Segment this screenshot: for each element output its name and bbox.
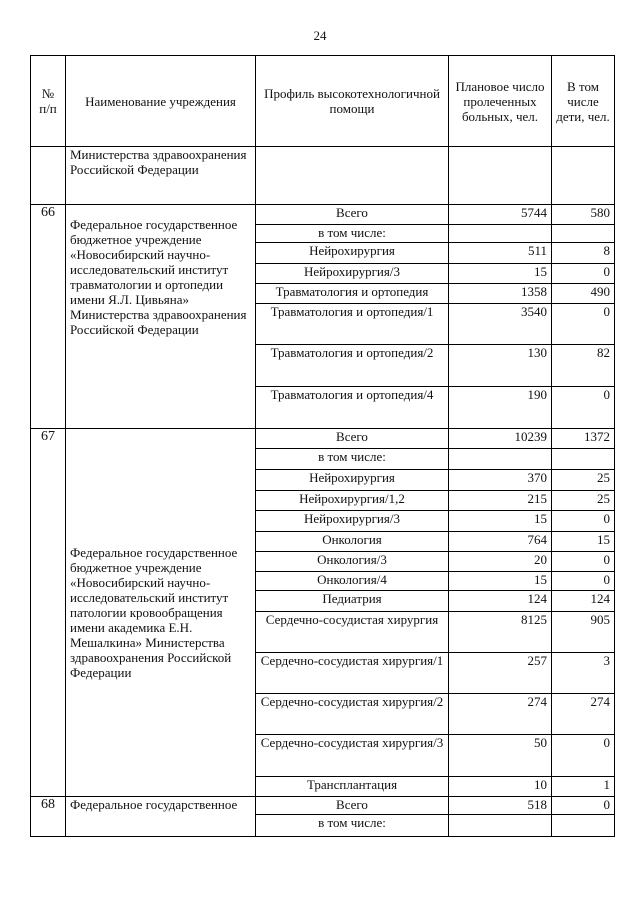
profile-cell: Травматология и ортопедия/4 [256,387,449,429]
profile-cell: в том числе: [256,815,449,837]
header-children: В том числе дети, чел. [552,56,615,147]
profile-cell: Трансплантация [256,777,449,797]
profile-cell: Сердечно-сосудистая хирургия/1 [256,653,449,694]
planned-cell: 15 [449,572,552,591]
children-cell: 82 [552,345,615,387]
planned-cell [449,225,552,243]
children-cell: 274 [552,694,615,735]
planned-cell: 124 [449,591,552,612]
continued-row [31,147,615,205]
planned-cell [449,815,552,837]
children-cell: 1 [552,777,615,797]
children-cell: 0 [552,511,615,532]
profile-cell: Нейрохирургия/1,2 [256,491,449,511]
planned-cell: 1358 [449,284,552,304]
children-cell: 905 [552,612,615,653]
continued-planned [449,147,552,205]
profile-cell: Травматология и ортопедия [256,284,449,304]
profile-cell: Нейрохирургия/3 [256,511,449,532]
planned-cell: 15 [449,511,552,532]
page-number: 24 [313,28,327,43]
profile-cell: Педиатрия [256,591,449,612]
planned-cell: 10239 [449,429,552,449]
children-cell: 25 [552,491,615,511]
planned-cell: 50 [449,735,552,777]
continued-num [31,147,66,205]
header-num: № п/п [31,56,66,147]
profile-cell: Сердечно-сосудистая хирургия/3 [256,735,449,777]
children-cell [552,225,615,243]
institution-number: 67 [31,429,66,797]
planned-cell: 518 [449,797,552,815]
planned-cell: 215 [449,491,552,511]
children-cell: 0 [552,304,615,345]
profile-cell: Всего [256,205,449,225]
children-cell: 0 [552,735,615,777]
header-row [31,56,615,147]
planned-cell: 764 [449,532,552,552]
children-cell: 15 [552,532,615,552]
planned-cell: 8125 [449,612,552,653]
planned-cell [449,449,552,470]
table-row [31,205,615,225]
institution-name: Федеральное государственное бюджетное учреждение «Новосибирский научно-исследовательский институт травматологии и ортопедии имени Я.Л. Цивьяна» Министерства здравоохранения Российской Федерации [66,205,256,429]
children-cell: 3 [552,653,615,694]
institution-number: 68 [31,797,66,837]
table-row [31,429,615,449]
table-row [31,797,615,815]
profile-cell: Онкология [256,532,449,552]
profile-cell: в том числе: [256,225,449,243]
profile-cell: Онкология/3 [256,552,449,572]
children-cell: 1372 [552,429,615,449]
profile-cell: Травматология и ортопедия/2 [256,345,449,387]
profile-cell: Нейрохирургия [256,470,449,491]
profile-cell: Сердечно-сосудистая хирургия [256,612,449,653]
header-planned: Плановое число пролеченных больных, чел. [449,56,552,147]
children-cell: 0 [552,387,615,429]
children-cell [552,815,615,837]
planned-cell: 130 [449,345,552,387]
planned-cell: 5744 [449,205,552,225]
planned-cell: 511 [449,243,552,264]
children-cell: 0 [552,572,615,591]
institutions-table [30,55,615,837]
continued-children [552,147,615,205]
children-cell: 0 [552,797,615,815]
planned-cell: 10 [449,777,552,797]
institution-name: Федеральное государственное [66,797,256,837]
planned-cell: 274 [449,694,552,735]
planned-cell: 3540 [449,304,552,345]
children-cell: 0 [552,264,615,284]
continued-org-name: Министерства здравоохранения Российской Федерации [66,147,256,205]
continued-profile [256,147,449,205]
profile-cell: Всего [256,797,449,815]
children-cell: 580 [552,205,615,225]
children-cell: 124 [552,591,615,612]
header-profile: Профиль высокотехнологичной помощи [256,56,449,147]
children-cell: 490 [552,284,615,304]
children-cell: 25 [552,470,615,491]
table-body [31,147,615,837]
planned-cell: 15 [449,264,552,284]
profile-cell: Онкология/4 [256,572,449,591]
children-cell: 8 [552,243,615,264]
profile-cell: Всего [256,429,449,449]
profile-cell: Сердечно-сосудистая хирургия/2 [256,694,449,735]
profile-cell: Нейрохирургия/3 [256,264,449,284]
children-cell: 0 [552,552,615,572]
profile-cell: Травматология и ортопедия/1 [256,304,449,345]
header-name: Наименование учреждения [66,56,256,147]
institution-number: 66 [31,205,66,429]
planned-cell: 190 [449,387,552,429]
planned-cell: 20 [449,552,552,572]
institution-name: Федеральное государственное бюджетное учреждение «Новосибирский научно-исследовательский институт патологии кровообращения имени академика Е.Н. Мешалкина» Министерства здравоохранения Российской Федерации [66,429,256,797]
children-cell [552,449,615,470]
profile-cell: в том числе: [256,449,449,470]
planned-cell: 257 [449,653,552,694]
profile-cell: Нейрохирургия [256,243,449,264]
planned-cell: 370 [449,470,552,491]
